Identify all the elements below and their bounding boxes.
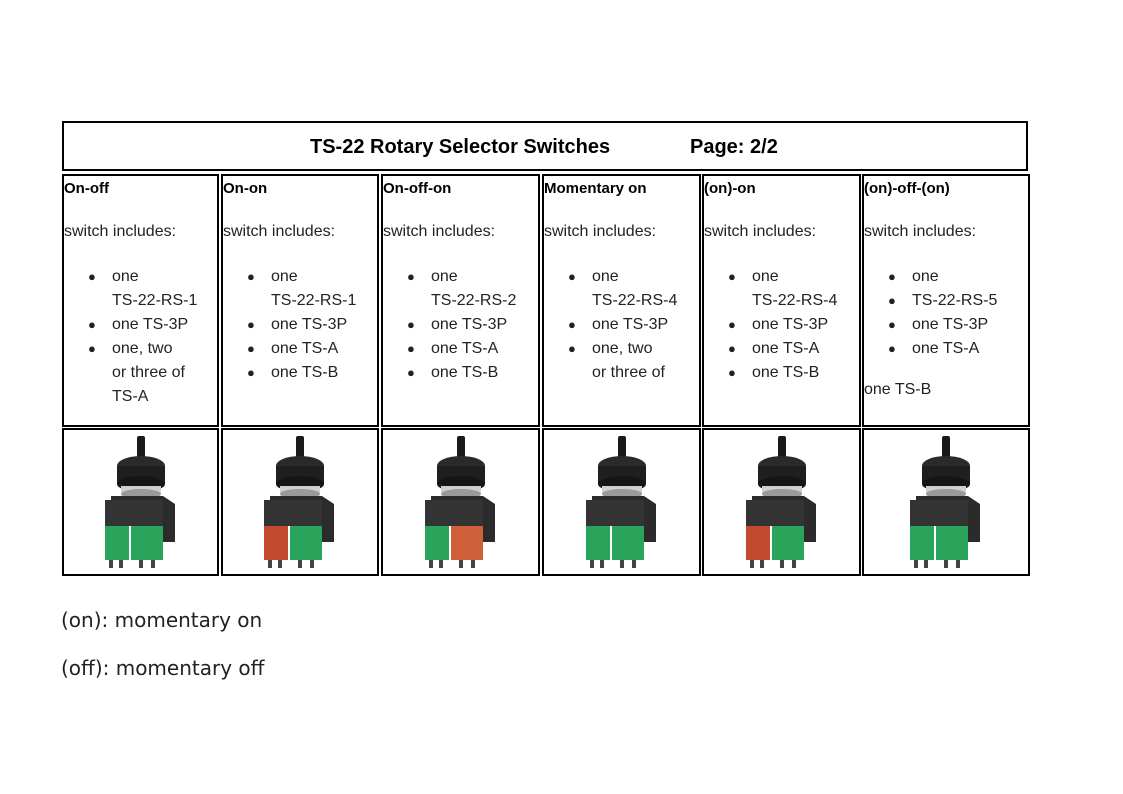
bullet-icon: ● xyxy=(888,317,896,332)
bullet-icon: ● xyxy=(407,341,415,356)
component-text: TS-22-RS-2 xyxy=(431,292,517,309)
component-text: one TS-3P xyxy=(912,316,989,333)
bullet-icon: ● xyxy=(888,293,896,308)
rotary-switch-icon xyxy=(572,434,672,574)
bullet-icon: ● xyxy=(888,269,896,284)
rotary-switch-icon xyxy=(250,434,350,574)
bullet-icon: ● xyxy=(247,365,255,380)
component-item xyxy=(383,337,531,361)
component-text: one TS-B xyxy=(752,364,820,381)
component-text: one TS-A xyxy=(752,340,820,357)
column-5-photo xyxy=(702,428,861,576)
component-item xyxy=(704,337,852,361)
rotary-switch-icon xyxy=(732,434,832,574)
switch-type: On-on xyxy=(223,180,268,197)
component-text: TS-22-RS-5 xyxy=(912,292,998,309)
component-text: TS-22-RS-4 xyxy=(752,292,838,309)
column-2-description xyxy=(221,174,379,427)
column-2-photo xyxy=(221,428,379,576)
switch-type: On-off xyxy=(64,180,109,197)
component-list xyxy=(864,265,1022,361)
component-text: one TS-A xyxy=(271,340,339,357)
component-text: one xyxy=(592,268,619,285)
component-text: one TS-B xyxy=(271,364,339,381)
component-list xyxy=(544,265,692,385)
component-item xyxy=(223,361,371,385)
rotary-switch-icon xyxy=(411,434,511,574)
component-text: TS-22-RS-4 xyxy=(592,292,678,309)
column-1-photo xyxy=(62,428,219,576)
bullet-icon: ● xyxy=(728,341,736,356)
component-text: one TS-3P xyxy=(592,316,669,333)
includes-label: switch includes: xyxy=(64,223,177,240)
component-item xyxy=(64,313,212,337)
component-text: or three of xyxy=(592,364,665,381)
component-item xyxy=(544,265,692,313)
bullet-icon: ● xyxy=(407,269,415,284)
column-1-description xyxy=(62,174,219,427)
switch-type: (on)-off-(on) xyxy=(864,180,950,197)
component-text: one TS-A xyxy=(912,340,980,357)
component-item xyxy=(704,313,852,337)
component-text: TS-22-RS-1 xyxy=(271,292,357,309)
page-number: Page: 2/2 xyxy=(690,136,778,158)
component-item xyxy=(864,337,1022,361)
bullet-icon: ● xyxy=(568,317,576,332)
component-text: one TS-3P xyxy=(431,316,508,333)
includes-label: switch includes: xyxy=(544,223,657,240)
component-item xyxy=(544,337,692,385)
component-item xyxy=(864,265,1022,289)
includes-label: switch includes: xyxy=(383,223,496,240)
component-item xyxy=(223,337,371,361)
includes-label: switch includes: xyxy=(704,223,817,240)
column-4-photo xyxy=(542,428,701,576)
bullet-icon: ● xyxy=(728,317,736,332)
component-text: one TS-3P xyxy=(271,316,348,333)
bullet-icon: ● xyxy=(728,365,736,380)
component-item xyxy=(64,265,212,313)
bullet-icon: ● xyxy=(407,317,415,332)
column-6-description xyxy=(862,174,1030,427)
switch-type: On-off-on xyxy=(383,180,452,197)
component-item xyxy=(383,265,531,313)
component-item xyxy=(704,265,852,313)
includes-label: switch includes: xyxy=(864,223,977,240)
component-item xyxy=(223,265,371,313)
switch-type: Momentary on xyxy=(544,180,647,197)
component-text: one xyxy=(431,268,458,285)
bullet-icon: ● xyxy=(247,269,255,284)
component-text: TS-22-RS-1 xyxy=(112,292,198,309)
column-3-description xyxy=(381,174,540,427)
bullet-icon: ● xyxy=(888,341,896,356)
component-text: one TS-3P xyxy=(752,316,829,333)
rotary-switch-icon xyxy=(91,434,191,574)
rotary-switch-icon xyxy=(896,434,996,574)
component-item xyxy=(64,337,212,409)
component-item xyxy=(544,313,692,337)
component-item xyxy=(704,361,852,385)
column-6-photo xyxy=(862,428,1030,576)
column-4-description xyxy=(542,174,701,427)
component-text: or three of xyxy=(112,364,185,381)
bullet-icon: ● xyxy=(407,365,415,380)
bullet-icon: ● xyxy=(88,341,96,356)
component-text: one, two xyxy=(592,340,653,357)
legend-momentary-off: (off): momentary off xyxy=(61,656,265,680)
bullet-icon: ● xyxy=(247,317,255,332)
component-item xyxy=(223,313,371,337)
component-list xyxy=(64,265,212,409)
component-list xyxy=(223,265,371,385)
bullet-icon: ● xyxy=(568,341,576,356)
component-text: one TS-A xyxy=(431,340,499,357)
component-item xyxy=(864,289,1022,313)
bullet-icon: ● xyxy=(568,269,576,284)
component-text: one xyxy=(112,268,139,285)
bullet-icon: ● xyxy=(88,317,96,332)
component-text: one xyxy=(912,268,939,285)
column-3-photo xyxy=(381,428,540,576)
switch-type: (on)-on xyxy=(704,180,756,197)
component-text: one xyxy=(752,268,779,285)
header-box xyxy=(62,121,1028,171)
component-text: TS-A xyxy=(112,388,149,405)
includes-label: switch includes: xyxy=(223,223,336,240)
component-item xyxy=(383,361,531,385)
component-list xyxy=(704,265,852,385)
component-text: one xyxy=(271,268,298,285)
component-text: one TS-B xyxy=(431,364,499,381)
bullet-icon: ● xyxy=(728,269,736,284)
component-text: one TS-3P xyxy=(112,316,189,333)
page-title: TS-22 Rotary Selector Switches xyxy=(310,136,611,158)
component-text: one, two xyxy=(112,340,173,357)
legend-momentary-on: (on): momentary on xyxy=(61,608,263,632)
component-item xyxy=(383,313,531,337)
extra-component: one TS-B xyxy=(864,381,932,398)
component-list xyxy=(383,265,531,385)
column-5-description xyxy=(702,174,861,427)
bullet-icon: ● xyxy=(247,341,255,356)
component-item xyxy=(864,313,1022,337)
bullet-icon: ● xyxy=(88,269,96,284)
